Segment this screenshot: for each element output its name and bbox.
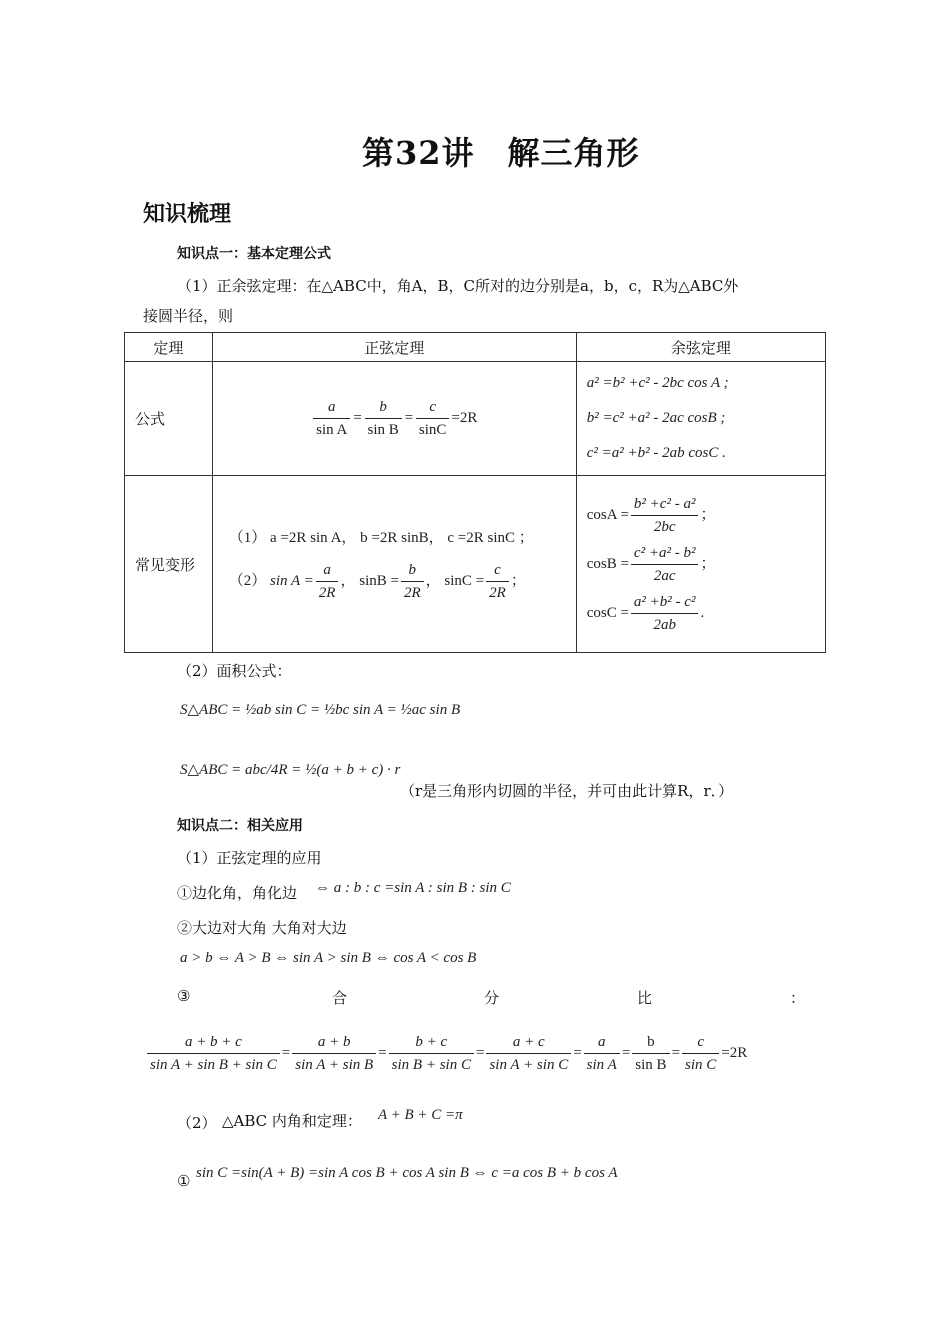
cosine-law-variants — [576, 476, 825, 653]
sine-variant-2c: sinC = — [444, 572, 485, 589]
frac-den: sin A + sin B — [295, 1057, 374, 1073]
kp2-c3-bi: 比 — [637, 989, 653, 1007]
cos-variant-a — [587, 495, 825, 536]
frac-den: sin A + sin C — [489, 1057, 569, 1073]
sine-variant-2-prefix: （2） — [228, 572, 267, 589]
table-row-formula — [125, 362, 826, 476]
frac-den: 2R — [318, 585, 336, 601]
page-title: 第32讲 解三角形 — [362, 134, 640, 172]
kp2-c1-text: ①边化角，角化边 — [177, 884, 298, 902]
kp2-c3-he: 合 — [332, 989, 348, 1007]
sine-variant-2b: sinB = — [359, 572, 399, 589]
frac-num: c² +a² - b² — [631, 544, 699, 565]
kp1-intro-line2: 接圆半径，则 — [143, 307, 234, 325]
table-header-row — [125, 333, 826, 362]
cos-variant-end: ； — [700, 555, 716, 572]
kp1-heading: 知识点一：基本定理公式 — [177, 246, 331, 262]
header-cosine-law: 余弦定理 — [576, 333, 825, 362]
cos-variant-lhs: cosB = — [586, 555, 629, 572]
frac-num: a + b — [292, 1033, 376, 1054]
cos-variant-c — [587, 593, 825, 634]
kp2-c3-fen: 分 — [484, 989, 500, 1007]
frac-den: sin A — [586, 1057, 617, 1073]
sine-variant-1: （1） a =2R sin A， b =2R sinB， c =2R sinC ； — [228, 530, 534, 546]
cos-variant-b — [587, 544, 825, 585]
sine-law-formula: $\frac{a}{\text{sin A}}$ = $\frac{b}{\text{sin B}}$ = $\frac{c}{\sin C}$ =2R — [212, 362, 576, 476]
frac-num: b — [365, 398, 402, 419]
frac-num: b — [632, 1033, 669, 1054]
frac-den: 2ac — [653, 567, 676, 584]
frac-den: 2bc — [653, 518, 676, 535]
frac-den: sin B — [367, 422, 399, 438]
section-heading: 知识梳理 — [143, 201, 232, 227]
frac-den: sin B — [635, 1057, 667, 1073]
header-theorem: 定理 — [125, 333, 213, 362]
frac-den: sin A — [316, 422, 348, 438]
kp2-item2-prefix: （2） — [177, 1114, 217, 1132]
kp2-heading: 知识点二：相关应用 — [177, 818, 303, 834]
row-label-variants: 常见变形 — [125, 476, 213, 653]
theorem-table — [124, 332, 826, 653]
area-note: （r是三角形内切圆的半径，并可由此计算R，r．） — [400, 782, 734, 800]
ratio-end: =2R — [721, 1044, 748, 1061]
kp1-intro-line1: （1）正余弦定理：在△ABC中，角A，B，C所对的边分别是a，b，c，R为△ABC外 — [177, 277, 739, 295]
frac-num: a + c — [486, 1033, 571, 1054]
frac-num: a + b + c — [147, 1033, 280, 1054]
header-sine-law: 正弦定理 — [212, 333, 576, 362]
frac-num: a — [316, 561, 339, 582]
frac-num: c — [416, 398, 450, 419]
kp2-c2: ②大边对大角 大角对大边 — [177, 919, 347, 937]
frac-den: 2ab — [653, 616, 676, 633]
frac-den: sin A + sin B + sin C — [150, 1057, 277, 1073]
frac-den: 2R — [403, 585, 421, 601]
area-formula-1: S△ABC = ½ab sin C = ½bc sin A = ½ac sin B — [180, 702, 461, 718]
frac-den: sinC — [418, 422, 447, 438]
frac-num: a — [584, 1033, 620, 1054]
cos-variant-lhs: cosA = — [586, 506, 629, 523]
cos-variant-end: ； — [700, 506, 716, 523]
cosine-law-a: a² =b² +c² - 2bc cos A ; — [586, 375, 729, 391]
kp2-item2-math: A + B + C =π — [378, 1107, 463, 1123]
kp2-item1: （1）正弦定理的应用 — [177, 849, 322, 867]
frac-den: sin C — [685, 1057, 717, 1073]
frac-num: c — [682, 1033, 719, 1054]
table-row-variants — [125, 476, 826, 653]
sine-variant-2a: sin A = — [270, 572, 314, 589]
sine-law-variants: （1） a =2R sin A， b =2R sinB， c =2R sinC ； （2） sin A = $\frac{a}{2R}$ ， sinB = $\frac{b}{2R}$ ， sinC = $\frac{c}{2R}$ ； — [212, 476, 576, 653]
area-heading: （2）面积公式： — [177, 662, 292, 680]
kp2-last-math: sin C =sin(A + B) =sin A cos B + cos A sin B ⇔ c =a cos B + b cos A — [196, 1165, 618, 1181]
frac-num: c — [486, 561, 509, 582]
frac-num: b + c — [389, 1033, 474, 1054]
frac-num: b² +c² - a² — [631, 495, 699, 516]
frac-den: sin B + sin C — [391, 1057, 471, 1073]
kp2-last-marker: ① — [177, 1172, 191, 1190]
kp2-c1-math: ⇔ a : b : c =sin A : sin B : sin C — [315, 880, 511, 896]
ratio-formula: $\frac{a + b + c}{\text{sin A + sin B + sin C}}$ = $\frac{a + b}{\text{sin A + sin B}}$ = $\frac{b + c}{\text{sin B + sin C}}$ = $\frac{a + c}{\text{sin A + sin C}}$ = $\frac{a}{\text{sin A}}$ = $\frac{b}{\text{sin B}}$ = $\frac{c}{\text{sin C}}$ =2R — [145, 1033, 747, 1074]
cosine-law-c: c² =a² +b² - 2ab cosC . — [586, 445, 726, 461]
kp2-c3-colon: ： — [790, 989, 806, 1007]
frac-den: 2R — [489, 585, 506, 601]
kp2-c3-marker: ③ — [177, 987, 191, 1005]
frac-num: a — [313, 398, 350, 419]
kp2-c2-math: a > b ⇔ A > B ⇔ sin A > sin B ⇔ cos A < cos B — [180, 950, 477, 966]
equals-2r: =2R — [451, 409, 478, 426]
cos-variant-end: . — [700, 604, 705, 621]
kp2-item2-text: △ABC 内角和定理： — [222, 1112, 362, 1130]
frac-num: a² +b² - c² — [631, 593, 699, 614]
area-formula-2: S△ABC = abc/4R = ½(a + b + c) · r — [180, 762, 401, 778]
cosine-law-formulas — [576, 362, 825, 476]
frac-num: b — [401, 561, 424, 582]
cos-variant-lhs: cosC = — [586, 604, 629, 621]
cosine-law-b: b² =c² +a² - 2ac cosB ; — [586, 410, 726, 426]
row-label-formula: 公式 — [125, 362, 213, 476]
